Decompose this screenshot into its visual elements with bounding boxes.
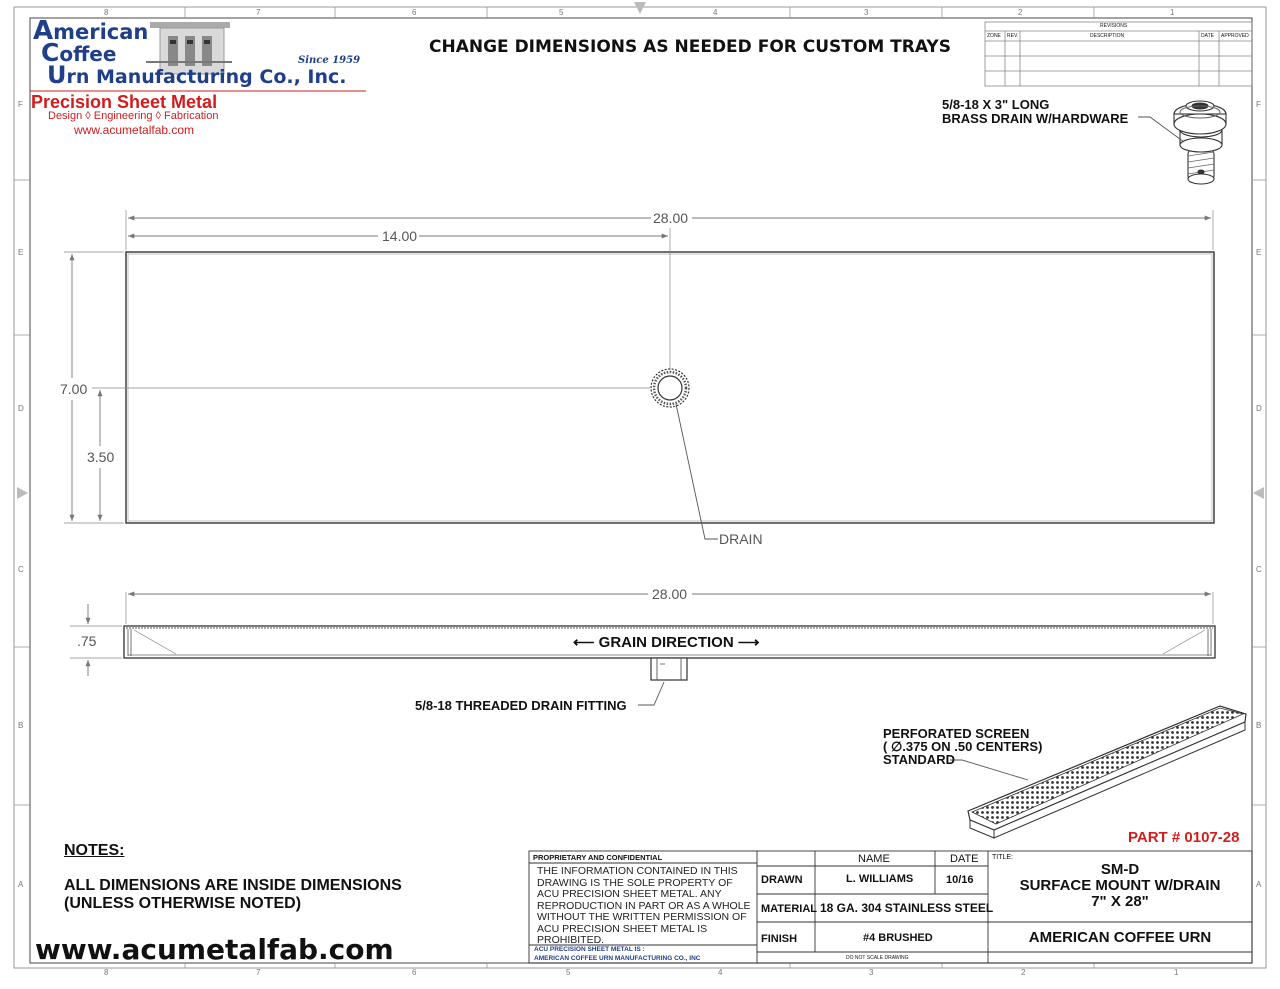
tb-drawn-date: 10/16 xyxy=(946,874,974,886)
revisions-col-description: DESCRIPTION xyxy=(1090,33,1125,39)
zone-label-top: 8 xyxy=(104,8,109,17)
revisions-title: REVISIONS xyxy=(1100,23,1128,29)
zone-label-bottom: 8 xyxy=(104,968,109,977)
callout-drain-hardware-line2: BRASS DRAIN W/HARDWARE xyxy=(942,111,1129,126)
tb-material: 18 GA. 304 STAINLESS STEEL xyxy=(820,901,994,915)
part-number: PART # 0107-28 xyxy=(1128,829,1240,846)
zone-label-bottom: 5 xyxy=(566,968,571,977)
zone-label-left: F xyxy=(18,100,23,109)
logo-precision-sheet-metal: Precision Sheet Metal xyxy=(31,92,218,112)
zone-label-bottom: 4 xyxy=(718,968,723,977)
revisions-table xyxy=(985,22,1252,86)
drain-hole-icon xyxy=(651,369,689,407)
revisions-col-approved: APPROVED xyxy=(1221,33,1249,39)
callout-drain: DRAIN xyxy=(719,531,763,547)
callout-threaded-fitting: 5/8-18 THREADED DRAIN FITTING xyxy=(415,698,627,713)
logo-line-coffee: Coffee xyxy=(41,38,117,67)
zone-label-bottom: 3 xyxy=(869,968,874,977)
drain-fitting-icon xyxy=(651,658,687,680)
logo-line-american: American xyxy=(33,16,149,46)
zone-label-left: D xyxy=(18,404,24,413)
tb-drawn-label: DRAWN xyxy=(761,874,803,886)
zone-label-left: C xyxy=(18,565,24,574)
revisions-col-zone: ZONE xyxy=(987,33,1001,39)
zone-label-top: 7 xyxy=(256,8,261,17)
zone-label-top: 4 xyxy=(713,8,718,17)
tb-finish-label: FINISH xyxy=(761,933,798,945)
page-heading: CHANGE DIMENSIONS AS NEEDED FOR CUSTOM TRAYS xyxy=(429,37,951,57)
zone-label-right: E xyxy=(1256,248,1262,257)
tb-date-header: DATE xyxy=(950,853,979,865)
tb-company-name: AMERICAN COFFEE URN MANUFACTURING CO., INC xyxy=(534,955,701,962)
notes-line2: (UNLESS OTHERWISE NOTED) xyxy=(64,895,302,912)
tb-customer: AMERICAN COFFEE URN xyxy=(1028,929,1212,946)
zone-label-right: B xyxy=(1256,721,1262,730)
logo-line-urn: Urn Manufacturing Co., Inc. xyxy=(47,61,347,89)
dim-side-length: 28.00 xyxy=(652,586,688,602)
callout-grain-direction: ⟵ GRAIN DIRECTION ⟶ xyxy=(570,633,762,651)
zone-label-bottom: 1 xyxy=(1174,968,1179,977)
revisions-col-date: DATE xyxy=(1201,33,1214,39)
callout-drain-hardware-line1: 5/8-18 X 3" LONG xyxy=(942,97,1050,112)
zone-label-bottom: 2 xyxy=(1021,968,1026,977)
tb-proprietary: PROPRIETARY AND CONFIDENTIAL xyxy=(533,853,663,862)
callout-screen-line3: STANDARD xyxy=(883,752,955,767)
tb-disclaimer: THE INFORMATION CONTAINED IN THIS DRAWING IS THE SOLE PROPERTY OF ACU PRECISION SHEET METAL. ANY REPRODUCTION IN PART OR AS A WHOLE WITHOUT THE WRITTEN PERMISSION OF ACU PRECISION SHEET METAL IS PROHIBITED. xyxy=(537,865,751,946)
logo-url[interactable]: www.acumetalfab.com xyxy=(74,123,195,137)
logo-services: Design ◊ Engineering ◊ Fabrication xyxy=(48,110,219,122)
brass-drain-icon xyxy=(1174,101,1226,184)
website-link[interactable]: www.acumetalfab.com xyxy=(35,933,394,966)
callout-screen-line2: ( ∅.375 ON .50 CENTERS) xyxy=(883,739,1043,754)
dim-width: 7.00 xyxy=(60,381,88,397)
zone-label-top: 6 xyxy=(412,8,417,17)
zone-label-top: 1 xyxy=(1170,8,1175,17)
tb-company-is: ACU PRECISION SHEET METAL IS : xyxy=(534,946,645,953)
zone-label-top: 3 xyxy=(864,8,869,17)
tb-finish: #4 BRUSHED xyxy=(863,932,933,944)
zone-label-right: F xyxy=(1256,100,1261,109)
tb-drawn-name: L. WILLIAMS xyxy=(846,873,914,885)
notes-title: NOTES: xyxy=(64,842,125,859)
dim-half-length: 14.00 xyxy=(382,228,418,244)
tb-title-label: TITLE: xyxy=(992,854,1014,861)
zone-label-top: 5 xyxy=(559,8,564,17)
notes-line1: ALL DIMENSIONS ARE INSIDE DIMENSIONS xyxy=(64,877,402,894)
zone-label-right: A xyxy=(1256,880,1262,889)
dim-top-length: 28.00 xyxy=(653,210,689,226)
dim-half-width: 3.50 xyxy=(87,449,115,465)
zone-label-bottom: 7 xyxy=(256,968,261,977)
zone-label-left: E xyxy=(18,248,24,257)
tb-name-header: NAME xyxy=(858,853,890,865)
revisions-col-rev: REV. xyxy=(1007,33,1019,39)
tb-title: SM-D SURFACE MOUNT W/DRAIN 7" X 28" xyxy=(1019,861,1221,910)
logo-since: Since 1959 xyxy=(298,55,361,66)
zone-label-left: A xyxy=(18,880,24,889)
tb-do-not-scale: DO NOT SCALE DRAWING xyxy=(846,955,909,961)
zone-label-right: C xyxy=(1256,565,1262,574)
dim-height: .75 xyxy=(77,633,97,649)
zone-label-right: D xyxy=(1256,404,1262,413)
tb-material-label: MATERIAL xyxy=(761,903,818,915)
zone-label-left: B xyxy=(18,721,24,730)
zone-label-bottom: 6 xyxy=(412,968,417,977)
callout-screen-line1: PERFORATED SCREEN xyxy=(883,726,1030,741)
zone-label-top: 2 xyxy=(1018,8,1023,17)
